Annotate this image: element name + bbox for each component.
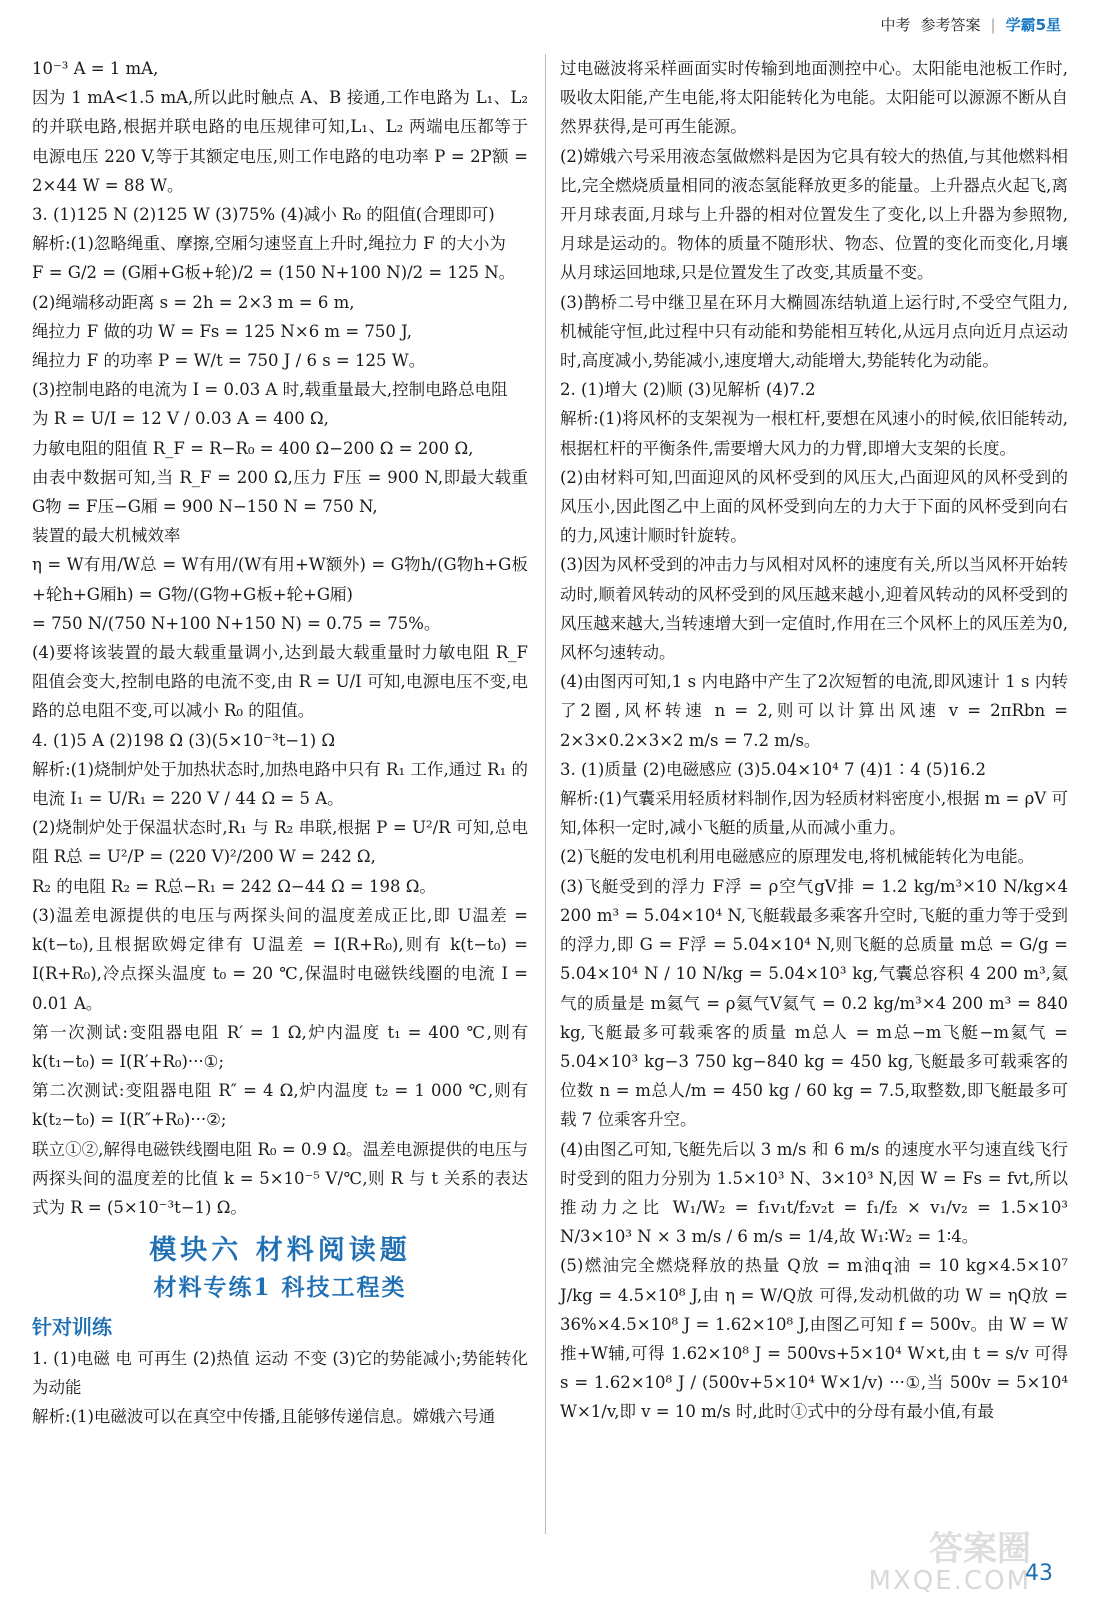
analysis-line: R₂ 的电阻 R₂ = R总−R₁ = 242 Ω−44 Ω = 198 Ω。	[32, 876, 436, 896]
analysis-paragraph: (4)要将该装置的最大载重量调小,达到最大载重量时力敏电阻 R_F 阻值会变大,控制电路的电流不变,由 R = U/I 可知,电源电压不变,电路的总电阻不变,可以减小 R₀ 的阻值。	[32, 643, 528, 721]
answers-label: 参考答案	[920, 16, 981, 34]
analysis-line: (3)控制电路的电流为 I = 0.03 A 时,载重量最大,控制电路总电阻	[32, 380, 508, 400]
question-4-answer: 4. (1)5 A (2)198 Ω (3)(5×10⁻³t−1) Ω	[32, 730, 336, 750]
analysis-line: 力敏电阻的阻值 R_F = R−R₀ = 400 Ω−200 Ω = 200 Ω,	[32, 438, 474, 458]
training-heading: 针对训练	[32, 1314, 112, 1339]
question-2-answer: 2. (1)增大 (2)顺 (3)见解析 (4)7.2	[560, 380, 816, 400]
formula-line: 为 R = U/I = 12 V / 0.03 A = 400 Ω,	[32, 409, 329, 429]
right-column	[560, 54, 1068, 1427]
subsection-title: 材料专练1 科技工程类	[153, 1274, 407, 1302]
analysis-paragraph: 第二次测试:变阻器电阻 R″ = 4 Ω,炉内温度 t₂ = 1 000 ℃,则有 k(t₂−t₀) = I(R″+R₀)···②;	[32, 1081, 528, 1130]
analysis-paragraph: (4)由图丙可知,1 s 内电路中产生了2次短暂的电流,即风速计 1 s 内转了2圈,风杯转速 n = 2,则可以计算出风速 v = 2πRbn = 2×3×0.2×3×2 m/s = 7.2 m/s。	[560, 672, 1068, 750]
page-number: 43	[1025, 1561, 1053, 1586]
analysis-paragraph: (3)飞艇受到的浮力 F浮 = ρ空气gV排 = 1.2 kg/m³×10 N/kg×4 200 m³ = 5.04×10⁴ N,飞艇载最多乘客升空时,飞艇的重力等于受到的浮力,即 G = F浮 = 5.04×10⁴ N,则飞艇的总质量 m总 = G/g = 5.04×10⁴ N / 10 N/kg = 5.04×10³ kg,气囊总容积 4 200 m³,氦气的质量是 m氦气 = ρ氦气V氦气 = 0.2 kg/m³×4 200 m³ = 840 kg,飞艇最多可载乘客的质量 m总人 = m总−m飞艇−m氦气 = 5.04×10³ kg−3 750 kg−840 kg = 450 kg,飞艇最多可载乘客的位数 n = m总人/m = 450 kg / 60 kg = 7.5,取整数,即飞艇最多可载 7 位乘客升空。	[560, 876, 1068, 1130]
analysis-paragraph: (5)燃油完全燃烧释放的热量 Q放 = m油q油 = 10 kg×4.5×10⁷ J/kg = 4.5×10⁸ J,由 η = W/Q放 可得,发动机做的功 W = ηQ放 = 36%×4.5×10⁸ J = 1.62×10⁸ J,由图乙可知 f = 500v。由 W = W推+W辅,可得 1.62×10⁸ J = 500vs+5×10⁴ W×t,由 t = s/v 可得 s = 1.62×10⁸ J / (500v+5×10⁴ W×1/v) ···①,当 500v = 5×10⁴ W×1/v,即 v = 10 m/s 时,此时①式中的分母有最小值,有最	[560, 1256, 1068, 1422]
analysis-paragraph: 解析:(1)将风杯的支架视为一根杠杆,要想在风速小的时候,依旧能转动,根据杠杆的平衡条件,需要增大风力的力臂,即增大支架的长度。	[560, 409, 1068, 458]
formula-line: η = W有用/W总 = W有用/(W有用+W额外) = G物h/(G物h+G板+轮h+G厢h) = G物/(G物+G板+轮+G厢)	[32, 555, 528, 604]
analysis-paragraph: (4)由图乙可知,飞艇先后以 3 m/s 和 6 m/s 的速度水平匀速直线飞行时受到的阻力分别为 1.5×10³ N、3×10³ N,因 W = Fs = fvt,所以推动力之比 W₁/W₂ = f₁v₁t/f₂v₂t = f₁/f₂ × v₁/v₂ = 1.5×10³ N/3×10³ N × 3 m/s / 6 m/s = 1/4,故 W₁∶W₂ = 1∶4。	[560, 1139, 1068, 1247]
page-header	[880, 14, 1061, 35]
question-3-answer: 3. (1)125 N (2)125 W (3)75% (4)减小 R₀ 的阻值(合理即可)	[32, 205, 495, 225]
analysis-line: 绳拉力 F 做的功 W = Fs = 125 N×6 m = 750 J,	[32, 321, 413, 341]
formula-line: F = G/2 = (G厢+G板+轮)/2 = (150 N+100 N)/2 = 125 N。	[32, 263, 516, 283]
analysis-paragraph: 联立①②,解得电磁铁线圈电阻 R₀ = 0.9 Ω。温差电源提供的电压与两探头间的温度差的比值 k = 5×10⁻⁵ V/℃,则 R 与 t 关系的表达式为 R = (5×10⁻³t−1) Ω。	[32, 1139, 529, 1217]
analysis-paragraph: (3)温差电源提供的电压与两探头间的温度差成正比,即 U温差 = k(t−t₀),且根据欧姆定律有 U温差 = I(R+R₀),则有 k(t−t₀) = I(R+R₀),冷点探头温度 t₀ = 20 ℃,保温时电磁铁线圈的电流 I = 0.01 A。	[32, 905, 528, 1013]
left-column	[32, 54, 528, 1431]
analysis-line: 解析:(1)忽略绳重、摩擦,空厢匀速竖直上升时,绳拉力 F 的大小为	[32, 234, 506, 254]
analysis-paragraph: (2)飞艇的发电机利用电磁感应的原理发电,将机械能转化为电能。	[560, 847, 1035, 867]
watermark-url: MXQE.COM	[868, 1566, 1031, 1596]
header-separator: |	[990, 15, 996, 34]
analysis-line: 解析:(1)电磁波可以在真空中传播,且能够传递信息。嫦娥六号通	[32, 1407, 496, 1427]
analysis-paragraph: (3)鹊桥二号中继卫星在环月大椭圆冻结轨道上运行时,不受空气阻力,机械能守恒,此过程中只有动能和势能相互转化,从远月点向近月点运动时,高度减小,势能减小,速度增大,动能增大,势能转化为动能。	[560, 292, 1068, 371]
exam-label: 中考	[880, 16, 911, 34]
analysis-paragraph: 第一次测试:变阻器电阻 R′ = 1 Ω,炉内温度 t₁ = 400 ℃,则有 k(t₁−t₀) = I(R′+R₀)···①;	[32, 1022, 528, 1071]
brand-logo: 学霸5星	[1005, 16, 1061, 34]
column-divider	[545, 54, 546, 1534]
analysis-paragraph: (2)烧制炉处于保温状态时,R₁ 与 R₂ 串联,根据 P = U²/R 可知,总电阻 R总 = U²/P = (220 V)²/200 W = 242 Ω,	[32, 818, 528, 867]
analysis-paragraph: 过电磁波将采样画面实时传输到地面测控中心。太阳能电池板工作时,吸收太阳能,产生电能,将太阳能转化为电能。太阳能可以源源不断从自然界获得,是可再生能源。	[560, 59, 1068, 137]
question-1-answer: 1. (1)电磁 电 可再生 (2)热值 运动 不变 (3)它的势能减小;势能转化为动能	[32, 1348, 528, 1397]
formula-line: 绳拉力 F 的功率 P = W/t = 750 J / 6 s = 125 W。	[32, 351, 426, 371]
analysis-line: 由表中数据可知,当 R_F = 200 Ω,压力 F压 = 900 N,即最大载重 G物 = F压−G厢 = 900 N−150 N = 750 N,	[32, 467, 528, 517]
analysis-paragraph: 解析:(1)气囊采用轻质材料制作,因为轻质材料密度小,根据 m = ρV 可知,体积一定时,减小飞艇的质量,从而减小重力。	[560, 789, 1068, 838]
text-line: 10⁻³ A = 1 mA,	[32, 59, 159, 78]
analysis-paragraph: (2)由材料可知,凹面迎风的风杯受到的风压大,凸面迎风的风杯受到的风压小,因此图乙中上面的风杯受到向左的力大于下面的风杯受到向右的力,风速计顺时针旋转。	[560, 467, 1068, 546]
analysis-line: 装置的最大机械效率	[32, 526, 181, 546]
analysis-paragraph: (3)因为风杯受到的冲击力与风相对风杯的速度有关,所以当风杯开始转动时,顺着风转动的风杯受到的风压越来越小,迎着风转动的风杯受到的风压越来越大,当转速增大到一定值时,作用在三个风杯上的风压差为0,风杯匀速转动。	[560, 555, 1068, 663]
section-title: 模块六 材料阅读题	[149, 1235, 411, 1267]
watermark: 答案圈	[929, 1529, 1031, 1569]
text-paragraph: 因为 1 mA<1.5 mA,所以此时触点 A、B 接通,工作电路为 L₁、L₂ 的并联电路,根据并联电路的电压规律可知,L₁、L₂ 两端电压都等于电源电压 220 V,等于其额定电压,则工作电路的电功率 P = 2P额 = 2×44 W = 88 W。	[32, 88, 528, 195]
formula-line: = 750 N/(750 N+100 N+150 N) = 0.75 = 75%。	[32, 613, 441, 633]
analysis-line: (2)绳端移动距离 s = 2h = 2×3 m = 6 m,	[32, 292, 355, 312]
analysis-paragraph: (2)嫦娥六号采用液态氢做燃料是因为它具有较大的热值,与其他燃料相比,完全燃烧质量相同的液态氢能释放更多的能量。上升器点火起飞,离开月球表面,月球与上升器的相对位置发生了变化,以上升器为参照物,月球是运动的。物体的质量不随形状、物态、位置的变化而变化,月壤从月球运回地球,只是位置发生了改变,其质量不变。	[560, 146, 1068, 283]
question-3-answer: 3. (1)质量 (2)电磁感应 (3)5.04×10⁴ 7 (4)1∶4 (5)16.2	[560, 759, 986, 779]
analysis-paragraph: 解析:(1)烧制炉处于加热状态时,加热电路中只有 R₁ 工作,通过 R₁ 的电流 I₁ = U/R₁ = 220 V / 44 Ω = 5 A。	[32, 759, 528, 809]
